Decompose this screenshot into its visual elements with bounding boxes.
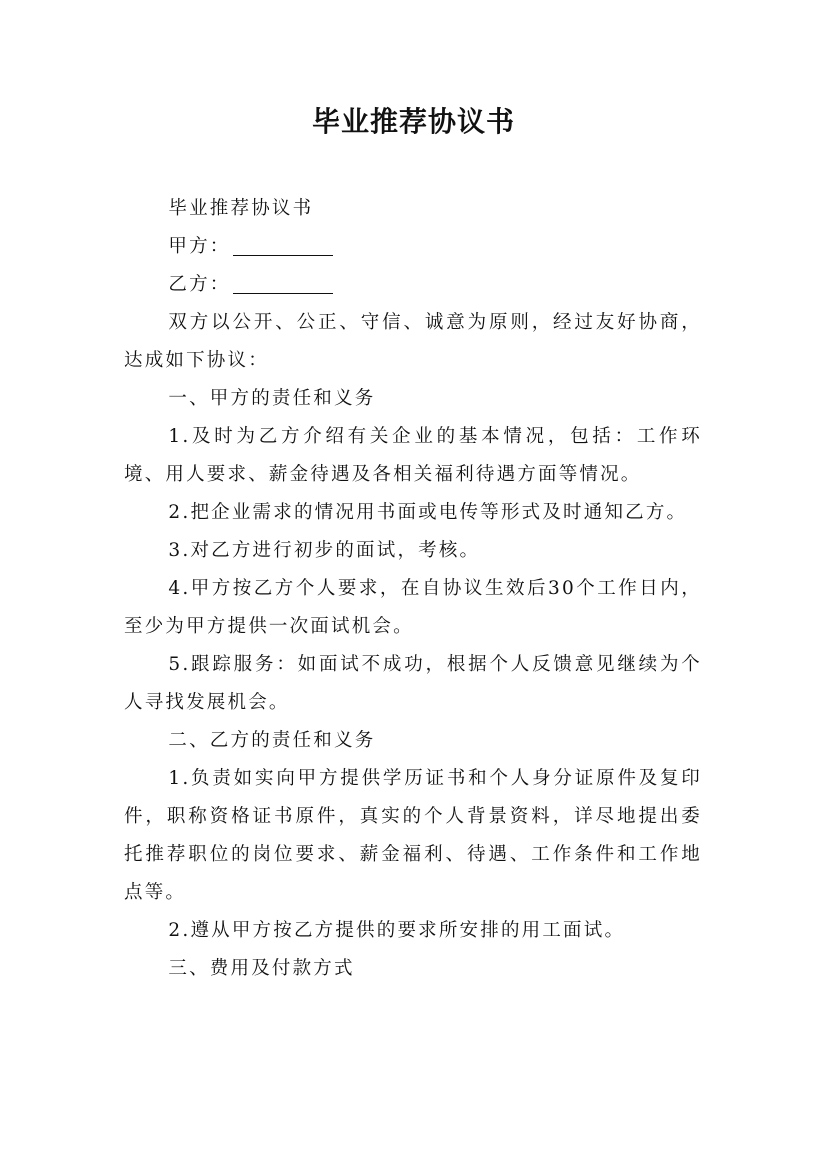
clause-a5: 5.跟踪服务：如面试不成功，根据个人反馈意见继续为个人寻找发展机会。 <box>124 654 702 713</box>
party-a-blank <box>233 233 333 256</box>
section-heading-fees: 三、费用及付款方式 <box>168 958 355 979</box>
paragraph-preamble: 双方以公开、公正、守信、诚意为原则，经过友好协商，达成如下协议： <box>124 312 702 371</box>
document-title: 毕业推荐协议书 <box>311 105 515 138</box>
party-a-label: 甲方： <box>168 236 231 257</box>
party-b-blank <box>233 271 333 294</box>
clause-a1: 1.及时为乙方介绍有关企业的基本情况，包括：工作环境、用人要求、薪金待遇及各相关福利待遇方面等情况。 <box>124 426 702 485</box>
party-b-line <box>124 266 702 304</box>
section-heading-party-a: 一、甲方的责任和义务 <box>168 388 376 409</box>
clause-b2: 2.遵从甲方按乙方提供的要求所安排的用工面试。 <box>168 920 626 941</box>
party-a-line <box>124 228 702 266</box>
document-body <box>124 190 702 988</box>
section-heading-party-b: 二、乙方的责任和义务 <box>168 730 376 751</box>
paragraph-heading-repeat: 毕业推荐协议书 <box>168 198 314 219</box>
clause-a3: 3.对乙方进行初步的面试，考核。 <box>168 540 481 561</box>
clause-a4: 4.甲方按乙方个人要求，在自协议生效后30个工作日内，至少为甲方提供一次面试机会。 <box>124 578 702 637</box>
clause-b1: 1.负责如实向甲方提供学历证书和个人身分证原件及复印件，职称资格证书原件，真实的个人背景资料，详尽地提出委托推荐职位的岗位要求、薪金福利、待遇、工作条件和工作地点等。 <box>124 768 702 903</box>
party-b-label: 乙方： <box>168 274 231 295</box>
clause-a2: 2.把企业需求的情况用书面或电传等形式及时通知乙方。 <box>168 502 688 523</box>
